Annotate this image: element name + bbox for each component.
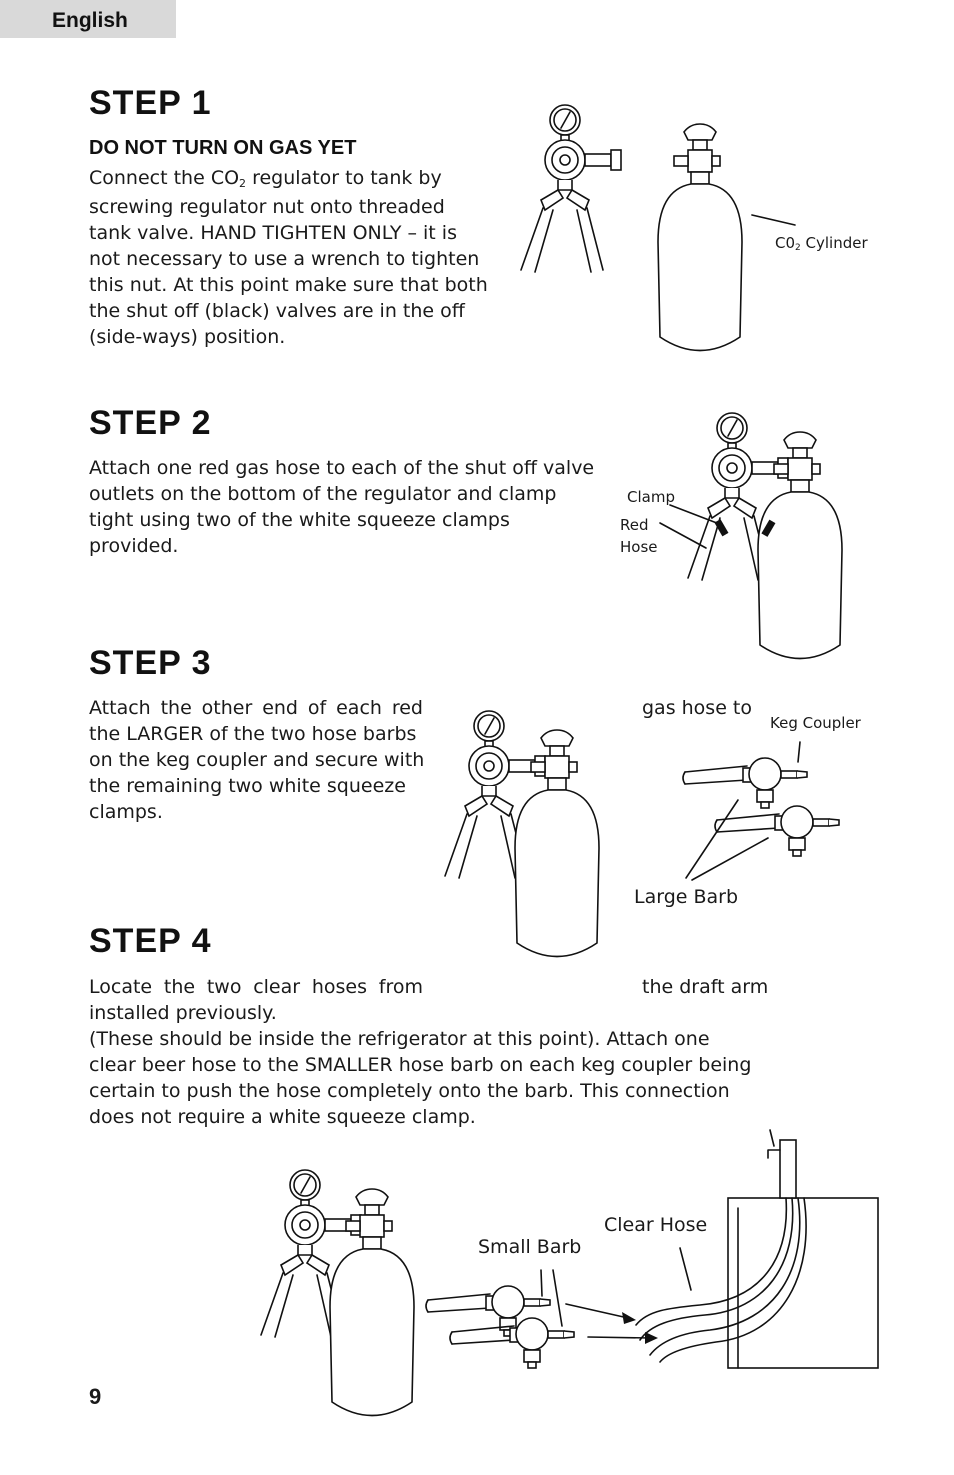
arrow-line-upper bbox=[566, 1304, 628, 1318]
small-barb-callout-upper bbox=[541, 1270, 542, 1296]
step-3-text-lead: Attach the other end of each red bbox=[89, 697, 423, 719]
step-1-warning: DO NOT TURN ON GAS YET bbox=[89, 137, 357, 159]
arrow-head-lower bbox=[645, 1332, 658, 1344]
clear-hose-label: Clear Hose bbox=[604, 1214, 708, 1236]
step-2-title: STEP 2 bbox=[89, 404, 212, 442]
keg-coupler-lower bbox=[450, 1318, 574, 1368]
red-hose-label-line-1: Red bbox=[620, 516, 649, 534]
step-1-title: STEP 1 bbox=[89, 84, 212, 122]
step-3-title: STEP 3 bbox=[89, 644, 212, 682]
language-tab: English bbox=[0, 0, 176, 38]
arrow-line-lower bbox=[588, 1337, 650, 1338]
step-1-text-part-a: Connect the CO bbox=[89, 167, 240, 189]
step-1-text-part-b: regulator to tank by screwing regulator nut onto threaded tank valve. HAND TIGHTEN ONLY – it is not necessary to use a wrench to tighten this nut. At this point make sure that both the shut off (black) valves are in the off (side-ways) position. bbox=[89, 167, 488, 348]
tap-handle bbox=[770, 1130, 774, 1146]
clamp-label: Clamp bbox=[627, 488, 675, 506]
step-4-text-line-2: installed previously. bbox=[89, 1002, 277, 1024]
refrigerator-outline bbox=[728, 1198, 878, 1368]
clear-hose-callout-line bbox=[680, 1248, 691, 1290]
step-4-text-rest: (These should be inside the refrigerator at this point). Attach one clear beer hose to the SMALLER hose barb on each keg coupler being certain to push the hose completely onto the barb. This connection does not require a white squeeze clamp. bbox=[89, 1028, 752, 1128]
step-3-text-rest: the LARGER of the two hose barbs on the keg coupler and secure with the remaining two white squeeze clamps. bbox=[89, 723, 425, 823]
co2-label-part-b: Cylinder bbox=[800, 234, 868, 252]
co2-label-subscript: 2 bbox=[795, 243, 801, 253]
step-2-instructions: Attach one red gas hose to each of the shut off valve outlets on the bottom of the regulator and clamp tight using two of the white squeeze clamps provided. bbox=[89, 457, 595, 557]
tap-faucet bbox=[768, 1150, 780, 1158]
keg-coupler-label: Keg Coupler bbox=[770, 714, 861, 732]
page-number: 9 bbox=[89, 1384, 102, 1409]
large-barb-label: Large Barb bbox=[634, 886, 739, 908]
step-1-text-subscript: 2 bbox=[239, 177, 247, 190]
arrow-head-upper bbox=[622, 1312, 636, 1324]
step-4-title: STEP 4 bbox=[89, 922, 212, 960]
draft-tower bbox=[780, 1140, 796, 1198]
step-4-text-right: the draft arm bbox=[642, 976, 769, 998]
small-barb-label: Small Barb bbox=[478, 1236, 582, 1258]
co2-label-part-a: C0 bbox=[775, 234, 796, 252]
small-barb-callout-lower bbox=[553, 1270, 562, 1326]
step-3-text-right: gas hose to bbox=[642, 697, 753, 719]
step-4-text-lead: Locate the two clear hoses from bbox=[89, 976, 423, 998]
red-hose-label-line-2: Hose bbox=[620, 538, 658, 556]
